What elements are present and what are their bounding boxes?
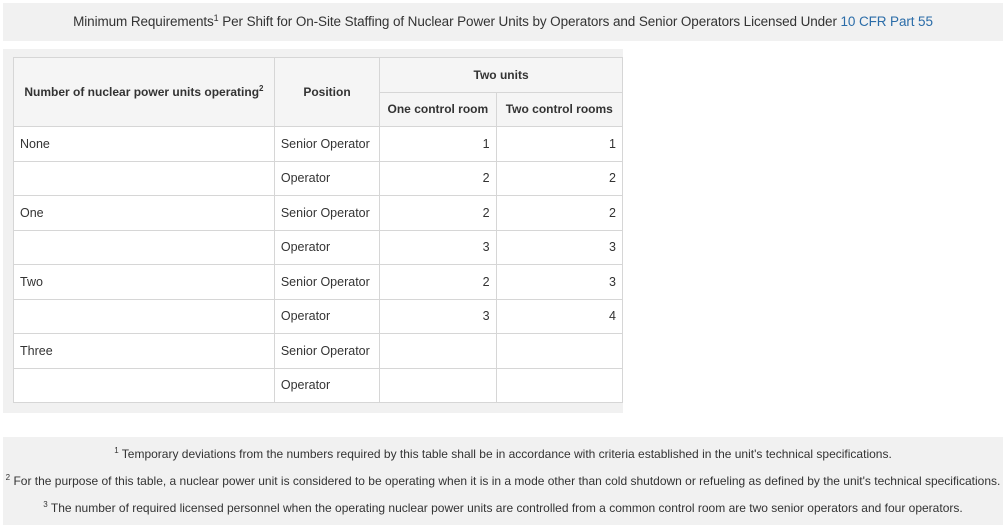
cell-units: One	[14, 196, 275, 231]
cell-position: Senior Operator	[274, 196, 379, 231]
table-container	[3, 49, 623, 413]
cell-position: Operator	[274, 368, 379, 403]
cell-units	[14, 299, 275, 334]
cell-position: Operator	[274, 161, 379, 196]
cfr-part-55-link[interactable]: 10 CFR Part 55	[840, 14, 933, 29]
cell-one-room: 2	[380, 196, 496, 231]
footnote-2	[3, 472, 1003, 490]
table-row	[14, 196, 623, 231]
caption-text-after: Per Shift for On-Site Staffing of Nuclear Power Units by Operators and Senior Operators Licensed Under	[218, 14, 841, 29]
footnote-3	[3, 499, 1003, 517]
footnote-1	[3, 445, 1003, 463]
cell-two-rooms	[496, 334, 622, 369]
caption-footnote-ref[interactable]: 1	[213, 13, 219, 23]
cell-two-rooms: 4	[496, 299, 622, 334]
table-row	[14, 230, 623, 265]
cell-one-room	[380, 368, 496, 403]
cell-one-room: 1	[380, 127, 496, 162]
footnote-text: Temporary deviations from the numbers required by this table shall be in accordance with criteria established in the unit's technical specifications.	[118, 447, 892, 461]
footnote-mark: 3	[43, 500, 48, 509]
footnote-text: The number of required licensed personnel when the operating nuclear power units are controlled from a common control room are two senior operators and four operators.	[47, 501, 963, 515]
cell-position: Operator	[274, 230, 379, 265]
staffing-table	[13, 57, 623, 403]
footnote-text: For the purpose of this table, a nuclear power unit is considered to be operating when it is in a mode other than cold shutdown or refueling as defined by the unit's technical specifications.	[10, 474, 1001, 488]
header-one-control-room: One control room	[380, 92, 496, 127]
cell-units: Three	[14, 334, 275, 369]
cell-position: Operator	[274, 299, 379, 334]
table-row	[14, 299, 623, 334]
cell-two-rooms: 3	[496, 265, 622, 300]
header-two-control-rooms: Two control rooms	[496, 92, 622, 127]
cell-position: Senior Operator	[274, 127, 379, 162]
cell-units	[14, 230, 275, 265]
header-units-operating: Number of nuclear power units operating$^2$	[14, 58, 275, 127]
footnote-mark: 1	[114, 446, 119, 455]
cell-one-room: 2	[380, 265, 496, 300]
table-row	[14, 127, 623, 162]
table-row	[14, 265, 623, 300]
cell-one-room	[380, 334, 496, 369]
cell-one-room: 3	[380, 299, 496, 334]
cell-two-rooms: 2	[496, 161, 622, 196]
table-row	[14, 161, 623, 196]
cell-position: Senior Operator	[274, 265, 379, 300]
cell-position: Senior Operator	[274, 334, 379, 369]
cell-two-rooms	[496, 368, 622, 403]
cell-units: None	[14, 127, 275, 162]
header-position: Position	[274, 58, 379, 127]
header-footnote-ref[interactable]: 2	[259, 84, 264, 93]
table-row	[14, 368, 623, 403]
cell-two-rooms: 3	[496, 230, 622, 265]
cell-units: Two	[14, 265, 275, 300]
caption-text-before: Minimum Requirements	[73, 14, 214, 29]
cell-one-room: 3	[380, 230, 496, 265]
cell-one-room: 2	[380, 161, 496, 196]
table-caption	[3, 3, 1003, 41]
cell-two-rooms: 1	[496, 127, 622, 162]
footnote-mark: 2	[5, 473, 11, 482]
footnotes	[3, 437, 1003, 525]
cell-two-rooms: 2	[496, 196, 622, 231]
table-row	[14, 334, 623, 369]
cell-units	[14, 368, 275, 403]
header-two-units: Two units	[380, 58, 623, 93]
cell-units	[14, 161, 275, 196]
